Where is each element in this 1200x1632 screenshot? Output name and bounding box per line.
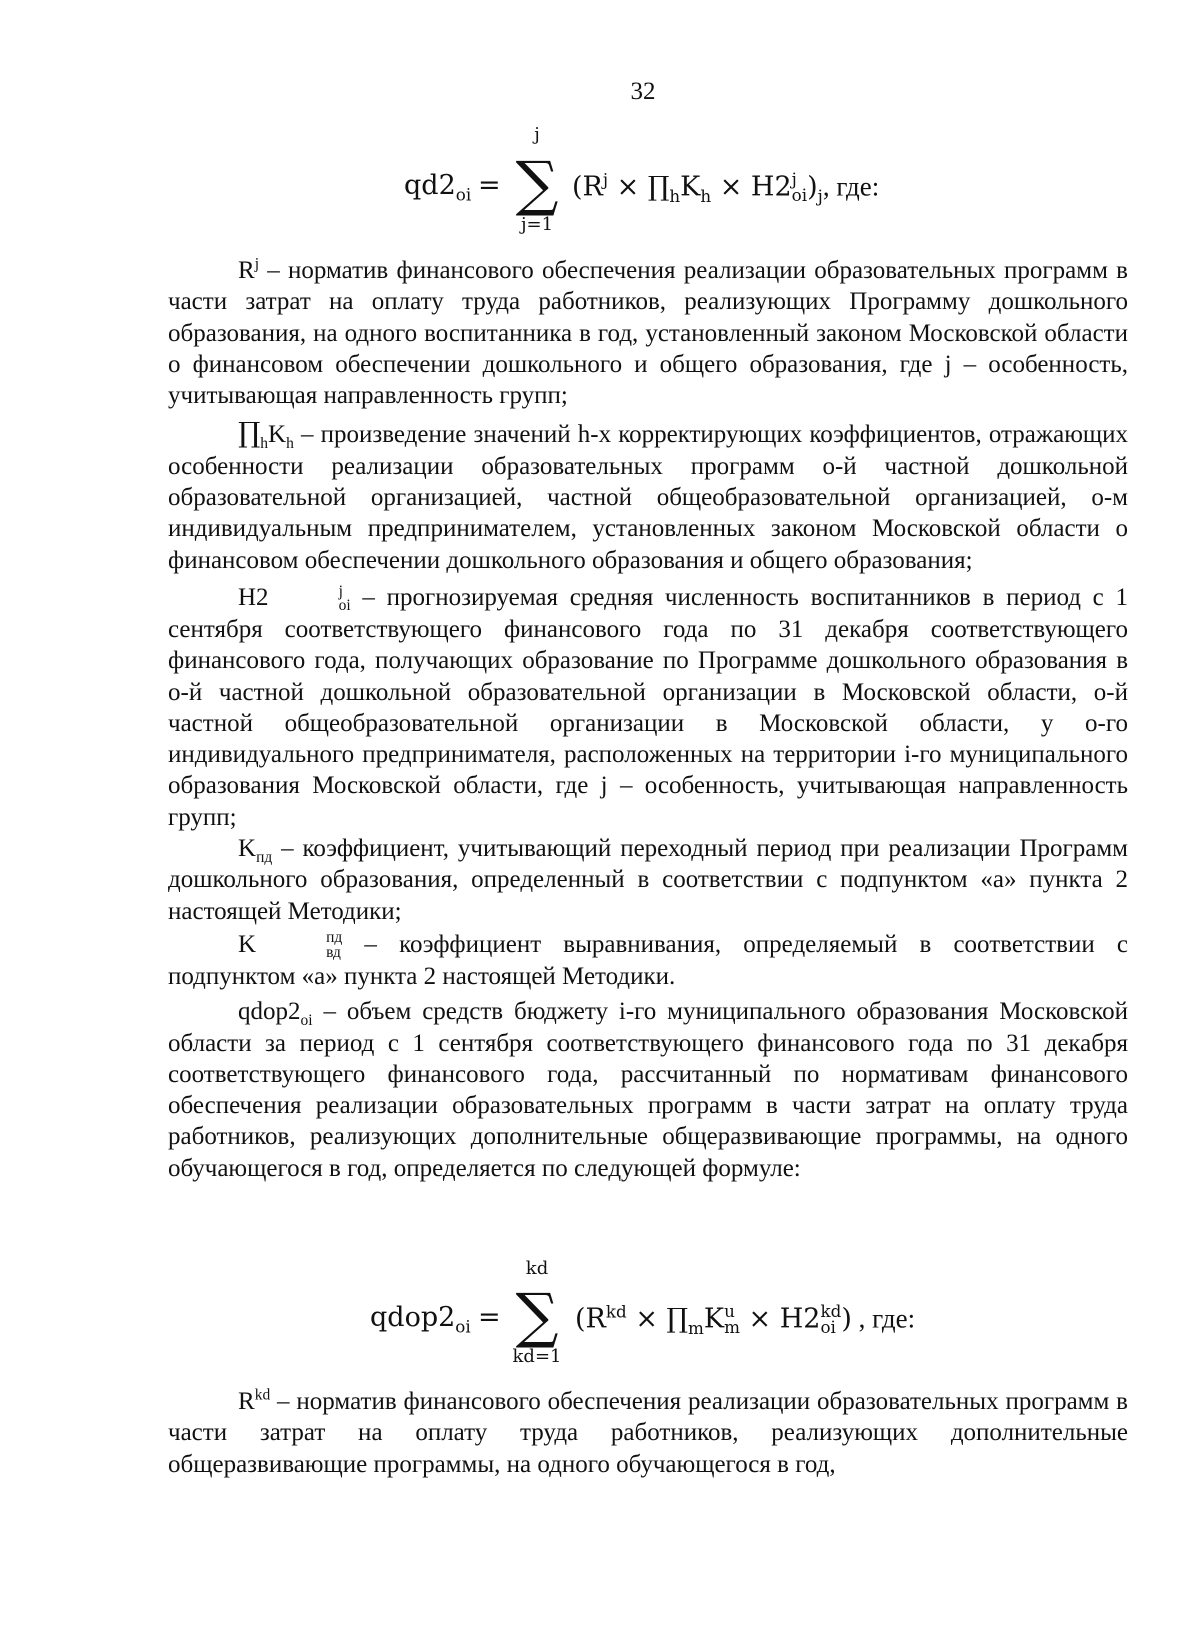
formula-qdop2: $qdop2_{oi}$ = kd ∑ kd=1 ($R^{kd}$ × $\prod_mK$ u m × H2 kd oi ) , где: [370,1258,916,1367]
page-number: 32 [630,78,656,105]
paragraph-qdop2: $qdop2_{oi}$ – объем средств бюджету i-го муниципального образования Московской области за период с 1 сентября соответствующего финансового года по 31 декабря соответствующего финансового года, рассчитанный по нормативам финансового обеспечения реализации образовательных программ в части затрат на оплату труда работников, реализующих дополнительные общеразвивающие программы, на одного обучающегося в год, определяется по следующей формуле: [168,998,1128,1182]
paragraph-k-vd: K пд вд – коэффициент выравнивания, определяемый в соответствии с подпунктом «а» пункта 2 настоящей Методики. [168,929,1128,990]
paragraph-k-pd: $K_{пд}$ – коэффициент, учитывающий переходный период при реализации Программ дошкольного образования, определенный в соответствии с подпунктом «а» пункта 2 настоящей Методики; [168,835,1128,925]
sum-upper-limit: kd [525,1258,549,1279]
sigma-symbol: ∑ [515,149,559,219]
formula-qd2: $qd2_{oi}$ = j ∑ j=1 ($R^j$ × $\prod_hK_h \times H2$ j oi )$_j$, где: [404,124,880,235]
sum-lower-limit: j=1 [520,214,554,235]
sigma-symbol: ∑ [515,1281,559,1351]
paragraph-h2: H2 j oi – прогнозируемая средняя численность воспитанников в период с 1 сентября соответствующего финансового года по 31 декабря соответствующего финансового года, получающих образование по Программе дошкольного образования в о-й частной дошкольной образовательной организации в Московской области, о-й частной общеобразовательной организации в Московской области, у о-го индивидуального предпринимателя, расположенных на территории i-го муниципального образования Московской области, где j – особенность, учитывающая направленность групп; [168,582,1128,831]
paragraph-prod-k: $\prod_hK_h$ – произведение значений h-х корректирующих коэффициентов, отражающих особенности реализации образовательных программ о-й частной дошкольной образовательной организацией, частной общеобразовательной организацией, о-м индивидуальным предпринимателем, установленных законом Московской области о финансовом обеспечении дошкольного образования и общего образования; [168,416,1128,574]
paragraph-r-j: $R^j$ – норматив финансового обеспечения реализации образовательных программ в части затрат на оплату труда работников, реализующих Программу дошкольного образования, на одного воспитанника в год, установленный законом Московской области о финансовом обеспечении дошкольного и общего образования, где j – особенность, учитывающая направленность групп; [168,255,1128,410]
text-block-1 [168,255,1128,1184]
sum-lower-limit: kd=1 [512,1346,562,1367]
text-block-2 [168,1386,1128,1480]
sum-upper-limit: j [534,124,540,145]
paragraph-r-kd: $R^{kd}$ – норматив финансового обеспечения реализации образовательных программ в части затрат на оплату труда работников, реализующих дополнительные общеразвивающие программы, на одного обучающегося в год, [168,1386,1128,1478]
